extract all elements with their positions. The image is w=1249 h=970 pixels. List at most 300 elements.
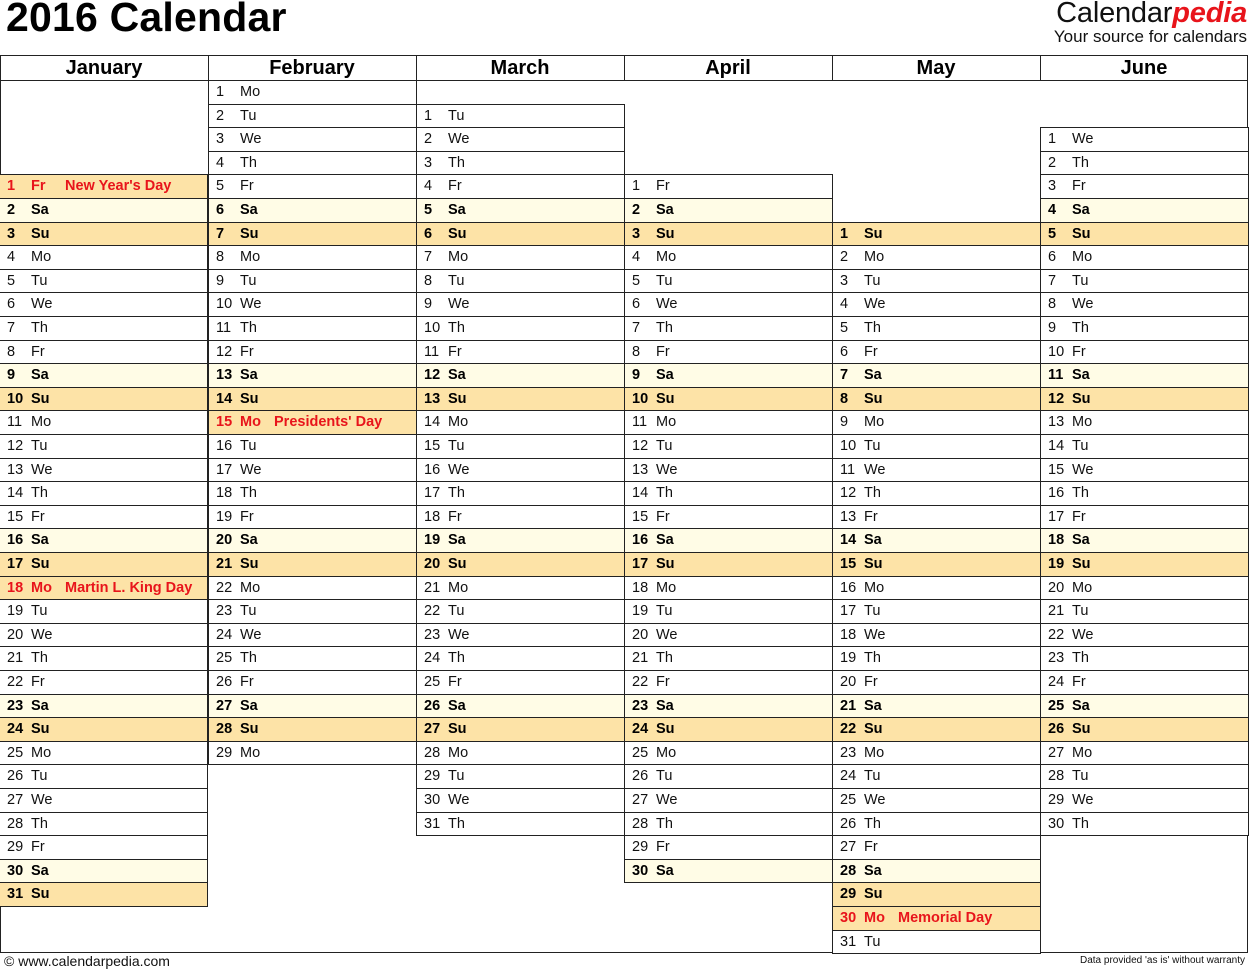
saturday-cell[interactable] (208, 528, 417, 553)
day-number: 25 (840, 792, 857, 808)
weekday-abbr: Tu (864, 933, 881, 950)
weekday-abbr: Mo (656, 579, 677, 596)
sunday-cell[interactable] (0, 882, 208, 907)
day-cell[interactable] (624, 835, 833, 860)
day-number: 19 (840, 650, 857, 667)
weekday-abbr: Fr (448, 674, 462, 690)
sunday-cell[interactable] (208, 552, 417, 577)
day-cell[interactable] (208, 245, 417, 270)
month-header: May (832, 56, 1040, 81)
day-cell[interactable] (1040, 174, 1249, 199)
weekday-abbr: Sa (1072, 532, 1090, 549)
day-cell[interactable] (416, 269, 625, 294)
sunday-cell[interactable] (416, 717, 625, 742)
weekday-abbr: Fr (240, 343, 254, 360)
holiday-day-cell[interactable] (832, 906, 1041, 931)
brand-name-main: Calendar (1056, 0, 1173, 29)
day-cell[interactable] (624, 741, 833, 766)
day-cell[interactable] (208, 174, 417, 199)
weekday-abbr: Fr (1072, 178, 1086, 195)
day-number: 5 (632, 272, 641, 289)
day-cell[interactable] (832, 316, 1041, 341)
day-cell[interactable] (0, 481, 208, 506)
weekday-abbr: Fr (448, 178, 462, 195)
day-cell[interactable] (208, 741, 417, 766)
day-cell[interactable] (416, 127, 625, 152)
day-cell[interactable] (624, 599, 833, 624)
day-number: 22 (7, 674, 24, 690)
day-cell[interactable] (416, 576, 625, 601)
sunday-cell[interactable] (832, 882, 1041, 907)
day-cell[interactable] (0, 458, 208, 483)
day-cell[interactable] (0, 812, 208, 837)
weekday-abbr: We (1072, 792, 1094, 808)
day-cell[interactable] (416, 434, 625, 459)
saturday-cell[interactable] (416, 198, 625, 223)
day-cell[interactable] (624, 174, 833, 199)
saturday-cell[interactable] (0, 363, 208, 388)
day-cell[interactable] (832, 481, 1041, 506)
day-cell[interactable] (1040, 623, 1249, 648)
weekday-abbr: We (240, 131, 262, 148)
day-number: 4 (216, 154, 225, 171)
day-number: 10 (7, 390, 24, 407)
day-cell[interactable] (832, 458, 1041, 483)
weekday-abbr: Th (31, 320, 48, 336)
day-cell[interactable] (208, 646, 417, 671)
weekday-abbr: Tu (656, 768, 673, 785)
day-cell[interactable] (0, 741, 208, 766)
day-number: 8 (840, 390, 849, 407)
day-cell[interactable] (624, 623, 833, 648)
day-number: 5 (1048, 225, 1057, 242)
day-number: 10 (424, 320, 441, 336)
day-number: 2 (632, 202, 641, 218)
weekday-abbr: Mo (448, 579, 469, 596)
weekday-abbr: Fr (864, 508, 878, 525)
day-number: 25 (216, 650, 233, 667)
day-cell[interactable] (1040, 434, 1249, 459)
day-number: 25 (632, 744, 649, 761)
weekday-abbr: Mo (31, 579, 52, 596)
day-cell[interactable] (624, 434, 833, 459)
saturday-cell[interactable] (1040, 694, 1249, 719)
day-number: 18 (424, 508, 441, 525)
day-cell[interactable] (624, 764, 833, 789)
day-number: 24 (424, 650, 441, 667)
saturday-cell[interactable] (416, 528, 625, 553)
day-cell[interactable] (0, 292, 208, 317)
day-number: 7 (1048, 272, 1057, 289)
day-number: 23 (840, 744, 857, 761)
saturday-cell[interactable] (832, 694, 1041, 719)
day-number: 11 (7, 414, 23, 431)
weekday-abbr: Tu (31, 768, 48, 785)
day-cell[interactable] (416, 764, 625, 789)
day-cell[interactable] (208, 316, 417, 341)
weekday-abbr: Sa (31, 367, 49, 384)
day-cell[interactable] (0, 646, 208, 671)
day-cell[interactable] (624, 670, 833, 695)
day-cell[interactable] (0, 764, 208, 789)
saturday-cell[interactable] (624, 859, 833, 884)
day-cell[interactable] (0, 269, 208, 294)
saturday-cell[interactable] (0, 528, 208, 553)
day-number: 29 (7, 839, 24, 856)
day-number: 8 (216, 249, 225, 266)
sunday-cell[interactable] (0, 717, 208, 742)
sunday-cell[interactable] (1040, 717, 1249, 742)
day-cell[interactable] (832, 741, 1041, 766)
weekday-abbr: Fr (656, 178, 670, 195)
month-header: February (208, 56, 416, 81)
day-number: 28 (632, 815, 649, 832)
weekday-abbr: Fr (1072, 343, 1086, 360)
day-cell[interactable] (1040, 410, 1249, 435)
day-cell[interactable] (624, 788, 833, 813)
sunday-cell[interactable] (832, 552, 1041, 577)
saturday-cell[interactable] (832, 363, 1041, 388)
day-cell[interactable] (1040, 458, 1249, 483)
weekday-abbr: Th (31, 815, 48, 832)
weekday-abbr: Tu (448, 768, 465, 785)
day-number: 17 (840, 603, 857, 620)
weekday-abbr: Fr (656, 674, 670, 690)
day-cell[interactable] (416, 481, 625, 506)
day-cell[interactable] (832, 245, 1041, 270)
day-cell[interactable] (416, 812, 625, 837)
month-header: April (624, 56, 832, 81)
day-number: 28 (424, 744, 441, 761)
day-number: 31 (840, 933, 857, 950)
weekday-abbr: Fr (240, 508, 254, 525)
day-cell[interactable] (208, 104, 417, 129)
saturday-cell[interactable] (1040, 528, 1249, 553)
sunday-cell[interactable] (416, 222, 625, 247)
day-number: 11 (632, 414, 648, 431)
weekday-abbr: Su (31, 886, 50, 903)
day-cell[interactable] (416, 340, 625, 365)
day-cell[interactable] (832, 835, 1041, 860)
day-cell[interactable] (832, 576, 1041, 601)
weekday-abbr: Su (864, 390, 883, 407)
day-cell[interactable] (208, 269, 417, 294)
day-cell[interactable] (624, 576, 833, 601)
day-cell[interactable] (832, 930, 1041, 955)
day-cell[interactable] (1040, 340, 1249, 365)
day-number: 2 (216, 107, 225, 124)
day-cell[interactable] (1040, 316, 1249, 341)
sunday-cell[interactable] (1040, 387, 1249, 412)
day-cell[interactable] (1040, 670, 1249, 695)
saturday-cell[interactable] (832, 859, 1041, 884)
weekday-abbr: Sa (31, 202, 49, 218)
sunday-cell[interactable] (624, 717, 833, 742)
day-cell[interactable] (208, 80, 417, 105)
weekday-abbr: Tu (1072, 438, 1089, 454)
weekday-abbr: Mo (448, 249, 469, 266)
day-cell[interactable] (416, 316, 625, 341)
day-cell[interactable] (0, 623, 208, 648)
saturday-cell[interactable] (832, 528, 1041, 553)
weekday-abbr: Tu (240, 107, 257, 124)
day-cell[interactable] (416, 623, 625, 648)
day-cell[interactable] (1040, 505, 1249, 530)
day-cell[interactable] (208, 292, 417, 317)
day-cell[interactable] (0, 316, 208, 341)
sunday-cell[interactable] (0, 552, 208, 577)
day-number: 23 (7, 697, 24, 714)
sunday-cell[interactable] (624, 387, 833, 412)
day-cell[interactable] (1040, 812, 1249, 837)
day-cell[interactable] (208, 340, 417, 365)
day-cell[interactable] (208, 670, 417, 695)
weekday-abbr: Th (656, 650, 673, 667)
sunday-cell[interactable] (832, 222, 1041, 247)
day-cell[interactable] (832, 788, 1041, 813)
day-cell[interactable] (832, 812, 1041, 837)
weekday-abbr: Su (240, 556, 259, 572)
day-cell[interactable] (1040, 576, 1249, 601)
day-cell[interactable] (0, 670, 208, 695)
weekday-abbr: Fr (864, 839, 878, 856)
weekday-abbr: Mo (1072, 414, 1093, 431)
saturday-cell[interactable] (416, 694, 625, 719)
day-cell[interactable] (832, 599, 1041, 624)
holiday-day-cell[interactable] (0, 174, 208, 199)
saturday-cell[interactable] (624, 694, 833, 719)
day-number: 22 (840, 721, 857, 738)
day-cell[interactable] (624, 505, 833, 530)
day-cell[interactable] (208, 127, 417, 152)
day-cell[interactable] (416, 245, 625, 270)
day-cell[interactable] (624, 316, 833, 341)
day-cell[interactable] (624, 646, 833, 671)
day-number: 3 (632, 225, 641, 242)
saturday-cell[interactable] (1040, 363, 1249, 388)
sunday-cell[interactable] (208, 387, 417, 412)
day-cell[interactable] (0, 788, 208, 813)
saturday-cell[interactable] (0, 198, 208, 223)
sunday-cell[interactable] (1040, 222, 1249, 247)
day-cell[interactable] (0, 835, 208, 860)
saturday-cell[interactable] (0, 859, 208, 884)
day-cell[interactable] (624, 481, 833, 506)
day-number: 17 (1048, 508, 1065, 525)
day-cell[interactable] (832, 292, 1041, 317)
day-number: 1 (840, 225, 849, 242)
day-cell[interactable] (416, 599, 625, 624)
weekday-abbr: Su (656, 556, 675, 572)
sunday-cell[interactable] (0, 387, 208, 412)
weekday-abbr: Fr (448, 508, 462, 525)
day-number: 9 (216, 272, 225, 289)
saturday-cell[interactable] (624, 528, 833, 553)
day-cell[interactable] (0, 599, 208, 624)
day-cell[interactable] (624, 410, 833, 435)
day-number: 2 (840, 249, 849, 266)
saturday-cell[interactable] (208, 694, 417, 719)
day-cell[interactable] (1040, 599, 1249, 624)
day-cell[interactable] (832, 269, 1041, 294)
saturday-cell[interactable] (208, 363, 417, 388)
day-cell[interactable] (416, 646, 625, 671)
weekday-abbr: Su (240, 225, 259, 242)
day-cell[interactable] (416, 788, 625, 813)
day-number: 5 (840, 320, 849, 336)
weekday-abbr: Sa (656, 862, 674, 879)
day-number: 28 (7, 815, 24, 832)
day-cell[interactable] (208, 623, 417, 648)
day-cell[interactable] (0, 505, 208, 530)
day-cell[interactable] (1040, 245, 1249, 270)
day-number: 17 (7, 556, 24, 572)
day-cell[interactable] (208, 434, 417, 459)
day-cell[interactable] (1040, 151, 1249, 176)
weekday-abbr: Th (656, 815, 673, 832)
sunday-cell[interactable] (832, 387, 1041, 412)
weekday-abbr: Su (656, 721, 675, 738)
weekday-abbr: Sa (1072, 367, 1090, 384)
day-cell[interactable] (208, 576, 417, 601)
day-cell[interactable] (208, 505, 417, 530)
day-number: 3 (1048, 178, 1057, 195)
saturday-cell[interactable] (0, 694, 208, 719)
day-cell[interactable] (832, 505, 1041, 530)
footer-disclaimer: Data provided 'as is' without warranty (1079, 955, 1245, 966)
day-cell[interactable] (416, 151, 625, 176)
weekday-abbr: Fr (31, 674, 45, 690)
day-number: 28 (1048, 768, 1065, 785)
weekday-abbr: Tu (240, 272, 257, 289)
weekday-abbr: Th (448, 650, 465, 667)
day-cell[interactable] (208, 481, 417, 506)
day-number: 25 (424, 674, 441, 690)
day-cell[interactable] (624, 269, 833, 294)
saturday-cell[interactable] (1040, 198, 1249, 223)
day-cell[interactable] (416, 292, 625, 317)
day-number: 29 (632, 839, 649, 856)
day-number: 18 (840, 626, 857, 643)
day-cell[interactable] (208, 599, 417, 624)
day-number: 13 (424, 390, 441, 407)
day-number: 15 (1048, 461, 1065, 478)
sunday-cell[interactable] (0, 222, 208, 247)
day-cell[interactable] (1040, 127, 1249, 152)
day-number: 14 (424, 414, 441, 431)
day-cell[interactable] (832, 434, 1041, 459)
day-cell[interactable] (832, 670, 1041, 695)
day-cell[interactable] (416, 741, 625, 766)
month-column-june (1040, 56, 1248, 952)
day-cell[interactable] (416, 104, 625, 129)
weekday-abbr: Su (864, 556, 883, 572)
day-cell[interactable] (1040, 764, 1249, 789)
day-number: 8 (424, 272, 433, 289)
saturday-cell[interactable] (416, 363, 625, 388)
day-cell[interactable] (624, 340, 833, 365)
day-cell[interactable] (624, 292, 833, 317)
day-number: 19 (1048, 556, 1065, 572)
weekday-abbr: Tu (864, 603, 881, 620)
day-number: 7 (424, 249, 433, 266)
day-cell[interactable] (416, 505, 625, 530)
sunday-cell[interactable] (416, 387, 625, 412)
header-divider (416, 56, 417, 81)
day-number: 30 (7, 862, 24, 879)
day-cell[interactable] (832, 410, 1041, 435)
holiday-day-cell[interactable] (0, 576, 208, 601)
day-number: 18 (632, 579, 649, 596)
day-cell[interactable] (832, 340, 1041, 365)
day-number: 12 (216, 343, 233, 360)
day-cell[interactable] (0, 410, 208, 435)
day-number: 11 (216, 320, 232, 336)
day-number: 20 (1048, 579, 1065, 596)
day-cell[interactable] (1040, 269, 1249, 294)
day-number: 22 (1048, 626, 1065, 643)
saturday-cell[interactable] (624, 198, 833, 223)
day-cell[interactable] (832, 623, 1041, 648)
weekday-abbr: Mo (864, 579, 885, 596)
day-cell[interactable] (416, 174, 625, 199)
day-cell[interactable] (832, 646, 1041, 671)
day-number: 16 (424, 461, 441, 478)
weekday-abbr: Su (1072, 721, 1091, 738)
day-number: 30 (840, 910, 857, 926)
day-cell[interactable] (0, 245, 208, 270)
sunday-cell[interactable] (624, 552, 833, 577)
saturday-cell[interactable] (208, 198, 417, 223)
day-cell[interactable] (832, 764, 1041, 789)
holiday-day-cell[interactable] (208, 410, 417, 435)
weekday-abbr: Tu (864, 272, 881, 289)
sunday-cell[interactable] (416, 552, 625, 577)
weekday-abbr: Fr (656, 343, 670, 360)
saturday-cell[interactable] (624, 363, 833, 388)
weekday-abbr: Sa (864, 862, 882, 879)
day-cell[interactable] (416, 410, 625, 435)
day-cell[interactable] (1040, 741, 1249, 766)
day-cell[interactable] (624, 812, 833, 837)
day-number: 16 (216, 438, 233, 454)
day-cell[interactable] (1040, 292, 1249, 317)
day-cell[interactable] (0, 434, 208, 459)
sunday-cell[interactable] (208, 222, 417, 247)
weekday-abbr: Th (448, 154, 465, 171)
sunday-cell[interactable] (1040, 552, 1249, 577)
day-cell[interactable] (208, 458, 417, 483)
day-cell[interactable] (416, 458, 625, 483)
sunday-cell[interactable] (832, 717, 1041, 742)
day-number: 16 (840, 579, 857, 596)
day-cell[interactable] (1040, 646, 1249, 671)
day-cell[interactable] (1040, 481, 1249, 506)
day-cell[interactable] (624, 458, 833, 483)
day-cell[interactable] (416, 670, 625, 695)
sunday-cell[interactable] (208, 717, 417, 742)
day-cell[interactable] (624, 245, 833, 270)
day-cell[interactable] (1040, 788, 1249, 813)
day-number: 20 (216, 532, 233, 549)
day-cell[interactable] (208, 151, 417, 176)
weekday-abbr: Tu (1072, 272, 1089, 289)
weekday-abbr: Mo (864, 910, 885, 926)
weekday-abbr: Th (31, 485, 48, 502)
day-cell[interactable] (0, 340, 208, 365)
sunday-cell[interactable] (624, 222, 833, 247)
day-number: 2 (1048, 154, 1057, 171)
